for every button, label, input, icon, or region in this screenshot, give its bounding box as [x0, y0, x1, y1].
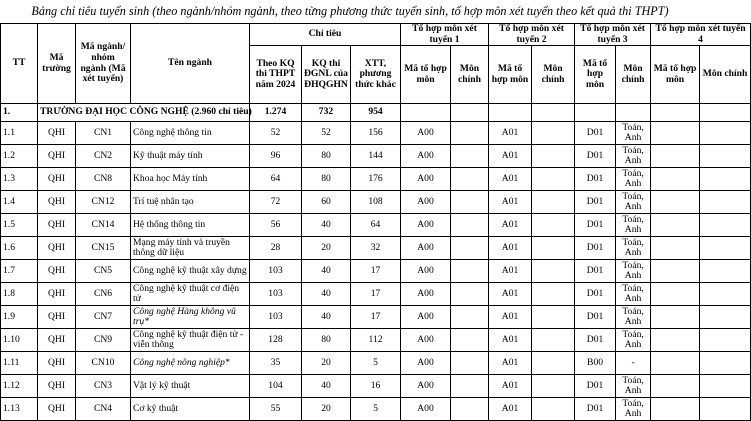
row-truong: QHI [38, 398, 76, 421]
header-mon-chinh-3: Môn chính [616, 46, 651, 104]
row-xtt: 5 [351, 352, 401, 375]
row-to-hop-2: A01 [489, 122, 532, 145]
header-xtt: XTT, phương thức khác [351, 46, 401, 104]
row-xtt: 112 [351, 329, 401, 352]
section-thpt: 1.274 [250, 104, 302, 122]
row-mon-chinh-4 [700, 329, 751, 352]
row-mon-chinh-3: Toán, Anh [616, 260, 651, 283]
row-to-hop-1: A00 [401, 398, 451, 421]
row-xtt: 156 [351, 122, 401, 145]
row-xtt: 17 [351, 283, 401, 306]
header-to-hop-3: Tổ hợp môn xét tuyển 3 [575, 24, 651, 46]
row-mon-chinh-2 [532, 168, 575, 191]
row-tt: 1.12 [1, 375, 38, 398]
row-to-hop-1: A00 [401, 283, 451, 306]
row-tt: 1.2 [1, 145, 38, 168]
header-to-hop-2: Tổ hợp môn xét tuyển 2 [489, 24, 575, 46]
table-row [1, 283, 751, 306]
row-to-hop-1: A00 [401, 191, 451, 214]
row-ten-nganh: Hệ thống thông tin [131, 214, 250, 237]
header-thpt: Theo KQ thi THPT năm 2024 [250, 46, 302, 104]
section-empty-cell [700, 104, 751, 122]
header-mon-chinh-2: Môn chính [532, 46, 575, 104]
row-to-hop-4 [651, 398, 700, 421]
table-row [1, 329, 751, 352]
row-thpt: 104 [250, 375, 302, 398]
row-mon-chinh-3: Toán, Anh [616, 214, 651, 237]
row-dgnl: 20 [302, 237, 351, 260]
row-dgnl: 80 [302, 168, 351, 191]
row-truong: QHI [38, 237, 76, 260]
row-to-hop-4 [651, 352, 700, 375]
header-tt: TT [1, 24, 38, 104]
table-row [1, 122, 751, 145]
row-ma-nganh: CN14 [76, 214, 131, 237]
row-truong: QHI [38, 214, 76, 237]
table-row [1, 352, 751, 375]
row-tt: 1.9 [1, 306, 38, 329]
table-row [1, 145, 751, 168]
row-mon-chinh-1 [451, 375, 489, 398]
row-mon-chinh-2 [532, 122, 575, 145]
row-to-hop-3: D01 [575, 191, 616, 214]
row-truong: QHI [38, 306, 76, 329]
row-to-hop-1: A00 [401, 375, 451, 398]
row-mon-chinh-2 [532, 352, 575, 375]
row-tt: 1.8 [1, 283, 38, 306]
row-ten-nganh: Khoa học Máy tính [131, 168, 250, 191]
row-dgnl: 40 [302, 283, 351, 306]
row-ma-nganh: CN9 [76, 329, 131, 352]
row-xtt: 5 [351, 398, 401, 421]
row-mon-chinh-2 [532, 237, 575, 260]
row-xtt: 16 [351, 375, 401, 398]
row-mon-chinh-2 [532, 145, 575, 168]
row-mon-chinh-3: Toán, Anh [616, 145, 651, 168]
row-xtt: 176 [351, 168, 401, 191]
row-mon-chinh-1 [451, 329, 489, 352]
row-to-hop-3: D01 [575, 398, 616, 421]
row-ten-nganh: Kỹ thuật máy tính [131, 145, 250, 168]
table-row [1, 306, 751, 329]
row-tt: 1.3 [1, 168, 38, 191]
row-to-hop-3: D01 [575, 283, 616, 306]
row-mon-chinh-4 [700, 168, 751, 191]
row-dgnl: 80 [302, 329, 351, 352]
row-tt: 1.5 [1, 214, 38, 237]
header-to-hop-1: Tổ hợp môn xét tuyển 1 [401, 24, 489, 46]
row-mon-chinh-1 [451, 237, 489, 260]
row-mon-chinh-1 [451, 168, 489, 191]
section-empty-cell [489, 104, 532, 122]
table-row [1, 191, 751, 214]
row-ma-nganh: CN2 [76, 145, 131, 168]
row-to-hop-4 [651, 329, 700, 352]
row-dgnl: 20 [302, 352, 351, 375]
row-thpt: 103 [250, 283, 302, 306]
row-to-hop-2: A01 [489, 375, 532, 398]
row-to-hop-3: B00 [575, 352, 616, 375]
row-mon-chinh-4 [700, 283, 751, 306]
section-xtt: 954 [351, 104, 401, 122]
header-dgnl: KQ thi ĐGNL của ĐHQGHN [302, 46, 351, 104]
row-to-hop-2: A01 [489, 145, 532, 168]
table-row [1, 398, 751, 421]
row-ma-nganh: CN12 [76, 191, 131, 214]
row-mon-chinh-2 [532, 375, 575, 398]
row-to-hop-3: D01 [575, 168, 616, 191]
row-mon-chinh-4 [700, 214, 751, 237]
row-truong: QHI [38, 260, 76, 283]
row-truong: QHI [38, 168, 76, 191]
row-to-hop-3: D01 [575, 214, 616, 237]
row-truong: QHI [38, 352, 76, 375]
row-ten-nganh: Cơ kỹ thuật [131, 398, 250, 421]
row-ma-nganh: CN6 [76, 283, 131, 306]
row-truong: QHI [38, 283, 76, 306]
row-to-hop-1: A00 [401, 237, 451, 260]
header-mon-chinh-1: Môn chính [451, 46, 489, 104]
row-mon-chinh-3: Toán, Anh [616, 191, 651, 214]
row-mon-chinh-3: - [616, 352, 651, 375]
row-to-hop-1: A00 [401, 329, 451, 352]
row-thpt: 55 [250, 398, 302, 421]
header-ma-to-hop-1: Mã tổ hợp môn [401, 46, 451, 104]
header-chi-tieu: Chỉ tiêu [250, 24, 401, 46]
row-mon-chinh-2 [532, 283, 575, 306]
row-to-hop-3: D01 [575, 237, 616, 260]
row-ma-nganh: CN4 [76, 398, 131, 421]
table-row [1, 260, 751, 283]
row-mon-chinh-1 [451, 260, 489, 283]
row-tt: 1.6 [1, 237, 38, 260]
row-to-hop-2: A01 [489, 329, 532, 352]
row-tt: 1.11 [1, 352, 38, 375]
table-row [1, 375, 751, 398]
row-mon-chinh-4 [700, 237, 751, 260]
row-mon-chinh-3: Toán, Anh [616, 283, 651, 306]
header-ma-to-hop-4: Mã tổ hợp môn [651, 46, 700, 104]
row-xtt: 17 [351, 260, 401, 283]
row-mon-chinh-4 [700, 398, 751, 421]
section-row [1, 104, 751, 122]
row-thpt: 52 [250, 122, 302, 145]
row-to-hop-3: D01 [575, 122, 616, 145]
row-to-hop-1: A00 [401, 214, 451, 237]
row-to-hop-4 [651, 191, 700, 214]
row-tt: 1.1 [1, 122, 38, 145]
header-mon-chinh-4: Môn chính [700, 46, 751, 104]
row-mon-chinh-2 [532, 260, 575, 283]
row-thpt: 103 [250, 306, 302, 329]
row-thpt: 103 [250, 260, 302, 283]
row-mon-chinh-1 [451, 145, 489, 168]
row-to-hop-4 [651, 283, 700, 306]
row-mon-chinh-3: Toán, Anh [616, 168, 651, 191]
row-mon-chinh-2 [532, 214, 575, 237]
row-ten-nganh: Mạng máy tính và truyền thông dữ liệu [131, 237, 250, 260]
row-mon-chinh-4 [700, 352, 751, 375]
row-to-hop-2: A01 [489, 306, 532, 329]
row-truong: QHI [38, 191, 76, 214]
row-truong: QHI [38, 375, 76, 398]
section-dgnl: 732 [302, 104, 351, 122]
row-xtt: 144 [351, 145, 401, 168]
row-mon-chinh-3: Toán, Anh [616, 237, 651, 260]
row-ma-nganh: CN15 [76, 237, 131, 260]
row-ten-nganh: Công nghệ kỹ thuật điện tử - viễn thông [131, 329, 250, 352]
row-to-hop-4 [651, 214, 700, 237]
header-truong: Mã trường [38, 24, 76, 104]
row-ma-nganh: CN8 [76, 168, 131, 191]
row-ten-nganh: Công nghệ Hàng không vũ trụ* [131, 306, 250, 329]
row-thpt: 35 [250, 352, 302, 375]
header-ten-nganh: Tên ngành [131, 24, 250, 104]
row-to-hop-2: A01 [489, 191, 532, 214]
row-mon-chinh-1 [451, 283, 489, 306]
row-mon-chinh-1 [451, 398, 489, 421]
header-ma-to-hop-3: Mã tổ hợp môn [575, 46, 616, 104]
section-tt: 1. [1, 104, 38, 122]
row-to-hop-2: A01 [489, 352, 532, 375]
row-mon-chinh-3: Toán, Anh [616, 375, 651, 398]
table-row [1, 214, 751, 237]
section-empty-cell [451, 104, 489, 122]
section-empty-cell [616, 104, 651, 122]
row-thpt: 96 [250, 145, 302, 168]
row-tt: 1.7 [1, 260, 38, 283]
row-to-hop-2: A01 [489, 237, 532, 260]
row-ma-nganh: CN10 [76, 352, 131, 375]
table-row [1, 168, 751, 191]
row-dgnl: 20 [302, 398, 351, 421]
row-to-hop-4 [651, 260, 700, 283]
row-to-hop-1: A00 [401, 168, 451, 191]
row-mon-chinh-1 [451, 352, 489, 375]
row-thpt: 64 [250, 168, 302, 191]
row-mon-chinh-3: Toán, Anh [616, 306, 651, 329]
section-name: TRƯỜNG ĐẠI HỌC CÔNG NGHỆ (2.960 chỉ tiêu) [38, 104, 250, 122]
row-dgnl: 40 [302, 260, 351, 283]
row-mon-chinh-2 [532, 191, 575, 214]
section-empty-cell [651, 104, 700, 122]
row-mon-chinh-3: Toán, Anh [616, 122, 651, 145]
row-ma-nganh: CN5 [76, 260, 131, 283]
row-mon-chinh-3: Toán, Anh [616, 398, 651, 421]
row-mon-chinh-1 [451, 306, 489, 329]
row-thpt: 128 [250, 329, 302, 352]
row-to-hop-4 [651, 168, 700, 191]
row-to-hop-2: A01 [489, 214, 532, 237]
row-dgnl: 40 [302, 214, 351, 237]
row-to-hop-1: A00 [401, 122, 451, 145]
row-mon-chinh-2 [532, 329, 575, 352]
row-to-hop-3: D01 [575, 375, 616, 398]
header-nhom-nganh: Mã ngành/ nhóm ngành (Mã xét tuyển) [76, 24, 131, 104]
row-to-hop-4 [651, 306, 700, 329]
header-to-hop-4: Tổ hợp môn xét tuyển 4 [651, 24, 751, 46]
row-ma-nganh: CN7 [76, 306, 131, 329]
row-to-hop-1: A00 [401, 306, 451, 329]
row-tt: 1.10 [1, 329, 38, 352]
row-truong: QHI [38, 329, 76, 352]
row-to-hop-3: D01 [575, 306, 616, 329]
row-to-hop-2: A01 [489, 283, 532, 306]
row-dgnl: 40 [302, 375, 351, 398]
row-ten-nganh: Công nghệ nông nghiệp* [131, 352, 250, 375]
header-ma-to-hop-2: Mã tổ hợp môn [489, 46, 532, 104]
row-to-hop-1: A00 [401, 260, 451, 283]
row-truong: QHI [38, 122, 76, 145]
row-xtt: 32 [351, 237, 401, 260]
row-thpt: 56 [250, 214, 302, 237]
table-row [1, 237, 751, 260]
row-mon-chinh-1 [451, 191, 489, 214]
row-ten-nganh: Công nghệ thông tin [131, 122, 250, 145]
row-mon-chinh-1 [451, 214, 489, 237]
row-ten-nganh: Công nghệ kỹ thuật cơ điện tử [131, 283, 250, 306]
row-ma-nganh: CN3 [76, 375, 131, 398]
row-ten-nganh: Công nghệ kỹ thuật xây dựng [131, 260, 250, 283]
row-to-hop-1: A00 [401, 145, 451, 168]
row-mon-chinh-4 [700, 306, 751, 329]
row-to-hop-2: A01 [489, 398, 532, 421]
row-tt: 1.4 [1, 191, 38, 214]
table-caption: Bảng chỉ tiêu tuyển sinh (theo ngành/nhóm ngành, theo từng phương thức tuyển sinh, tổ hợp môn xét tuyển theo kết quả thi THPT) [31, 4, 669, 18]
row-xtt: 17 [351, 306, 401, 329]
row-mon-chinh-1 [451, 122, 489, 145]
section-empty-cell [532, 104, 575, 122]
row-tt: 1.13 [1, 398, 38, 421]
row-to-hop-4 [651, 122, 700, 145]
row-mon-chinh-2 [532, 398, 575, 421]
row-dgnl: 60 [302, 191, 351, 214]
row-ten-nganh: Vật lý kỹ thuật [131, 375, 250, 398]
row-dgnl: 52 [302, 122, 351, 145]
row-ten-nganh: Trí tuệ nhân tạo [131, 191, 250, 214]
row-dgnl: 40 [302, 306, 351, 329]
row-mon-chinh-4 [700, 260, 751, 283]
row-to-hop-4 [651, 145, 700, 168]
section-empty-cell [575, 104, 616, 122]
row-to-hop-3: D01 [575, 145, 616, 168]
row-to-hop-2: A01 [489, 260, 532, 283]
row-mon-chinh-2 [532, 306, 575, 329]
row-to-hop-4 [651, 375, 700, 398]
section-empty-cell [401, 104, 451, 122]
row-ma-nganh: CN1 [76, 122, 131, 145]
row-dgnl: 80 [302, 145, 351, 168]
row-truong: QHI [38, 145, 76, 168]
row-to-hop-4 [651, 237, 700, 260]
row-to-hop-3: D01 [575, 329, 616, 352]
row-to-hop-3: D01 [575, 260, 616, 283]
row-mon-chinh-3: Toán, Anh [616, 329, 651, 352]
row-mon-chinh-4 [700, 145, 751, 168]
row-thpt: 72 [250, 191, 302, 214]
row-mon-chinh-4 [700, 375, 751, 398]
row-mon-chinh-4 [700, 122, 751, 145]
row-thpt: 28 [250, 237, 302, 260]
admission-quota-table [0, 23, 751, 421]
row-to-hop-1: A00 [401, 352, 451, 375]
header-row-top [1, 24, 751, 46]
row-mon-chinh-4 [700, 191, 751, 214]
row-xtt: 64 [351, 214, 401, 237]
row-to-hop-2: A01 [489, 168, 532, 191]
row-xtt: 108 [351, 191, 401, 214]
